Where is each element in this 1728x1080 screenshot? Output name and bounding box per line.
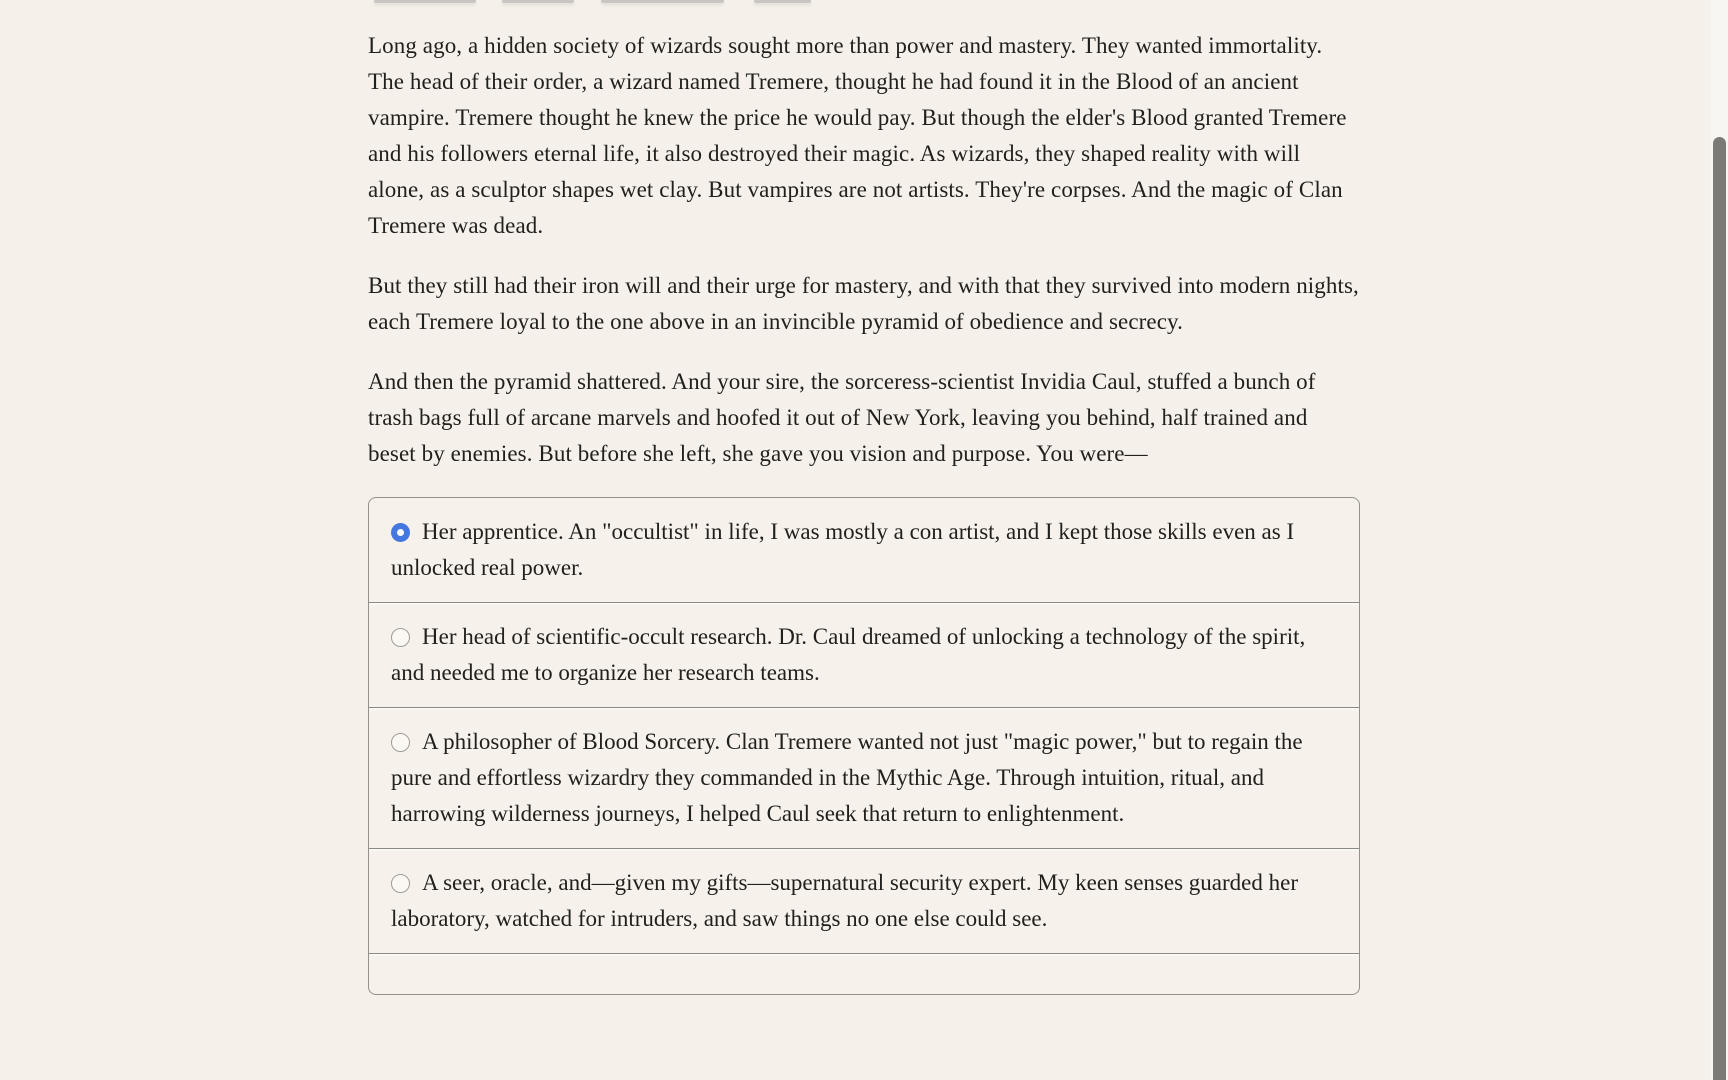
choice-option-label: Her apprentice. An "occultist" in life, I was mostly a con artist, and I kept those skills even as I unlocked real power. xyxy=(391,519,1295,580)
story-paragraph: And then the pyramid shattered. And your sire, the sorceress-scientist Invidia Caul, stuffed a bunch of trash bags full of arcane marvels and hoofed it out of New York, leaving you behind, half trained and beset by enemies. But before she left, she gave you vision and purpose. You were— xyxy=(368,369,1316,466)
cropped-header-button-4[interactable] xyxy=(754,0,811,3)
radio-button[interactable] xyxy=(391,874,410,893)
choice-option[interactable] xyxy=(369,849,1359,954)
choice-option[interactable] xyxy=(369,603,1359,708)
story-paragraph: But they still had their iron will and their urge for mastery, and with that they survived into modern nights, each Tremere loyal to the one above in an invincible pyramid of obedience and secrecy. xyxy=(368,273,1359,334)
radio-button[interactable] xyxy=(391,523,410,542)
cropped-header-button-2[interactable] xyxy=(502,0,574,3)
choice-option-label: Her head of scientific-occult research. Dr. Caul dreamed of unlocking a technology of the spirit, and needed me to organize her research teams. xyxy=(391,624,1306,685)
choice-option-cropped[interactable] xyxy=(369,954,1359,994)
cropped-header-button-1[interactable] xyxy=(374,0,476,3)
choice-list xyxy=(368,497,1360,995)
story-content xyxy=(368,0,1360,995)
scrollbar-thumb[interactable] xyxy=(1713,137,1726,1080)
choice-option[interactable] xyxy=(369,498,1359,603)
choice-option-label: A seer, oracle, and—given my gifts—supernatural security expert. My keen senses guarded her laboratory, watched for intruders, and saw things no one else could see. xyxy=(391,870,1298,931)
choice-option[interactable] xyxy=(369,708,1359,849)
scrollbar-track[interactable] xyxy=(1711,0,1728,1080)
radio-button[interactable] xyxy=(391,733,410,752)
cropped-header-button-3[interactable] xyxy=(601,0,724,3)
choice-option-label: A philosopher of Blood Sorcery. Clan Tremere wanted not just "magic power," but to regain the pure and effortless wizardry they commanded in the Mythic Age. Through intuition, ritual, and harrowing wilderness journeys, I helped Caul seek that return to enlightenment. xyxy=(391,729,1303,826)
radio-button[interactable] xyxy=(391,628,410,647)
story-paragraph: Long ago, a hidden society of wizards sought more than power and mastery. They wanted immortality. The head of their order, a wizard named Tremere, thought he had found it in the Blood of an ancient vampire. Tremere thought he knew the price he would pay. But though the elder's Blood granted Tremere and his followers eternal life, it also destroyed their magic. As wizards, they shaped reality with will alone, as a sculptor shapes wet clay. But vampires are not artists. They're corpses. And the magic of Clan Tremere was dead. xyxy=(368,33,1347,238)
